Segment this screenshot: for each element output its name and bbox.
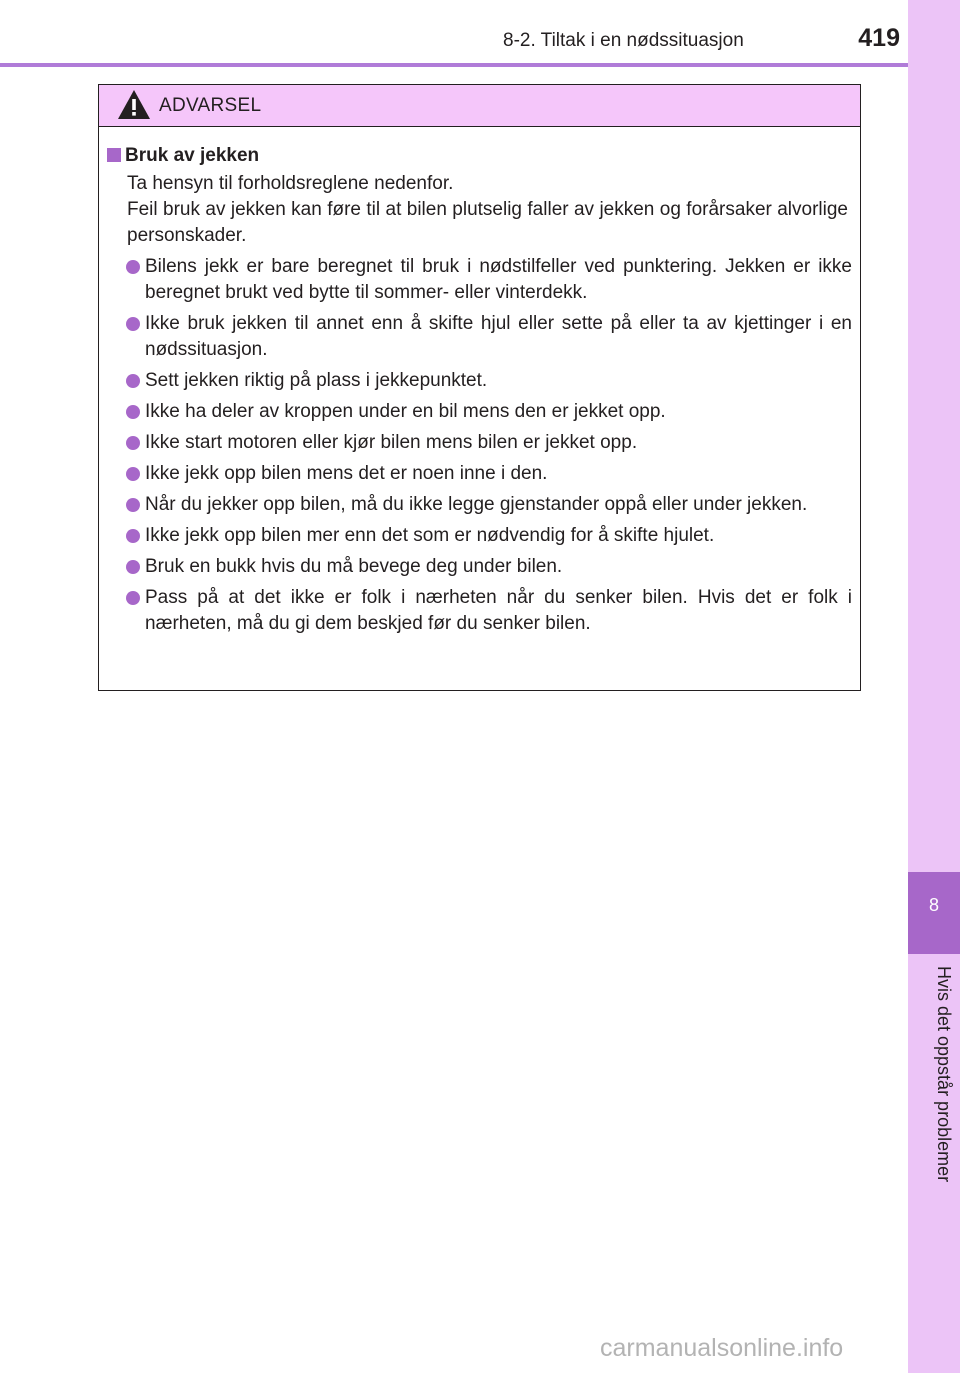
warning-header: [99, 85, 860, 127]
header-divider: [0, 63, 908, 67]
list-item-text: Når du jekker opp bilen, må du ikke legge gjenstander oppå eller under jekken.: [145, 494, 808, 515]
page-number: 419: [858, 24, 900, 52]
circle-bullet-icon: [126, 529, 140, 543]
intro-text: Ta hensyn til forholdsreglene nedenfor. Feil bruk av jekken kan føre til at bilen plutselig faller av jekken og forårsaker alvorlige personskader.: [127, 173, 848, 246]
circle-bullet-icon: [126, 591, 140, 605]
chapter-number: 8: [928, 895, 939, 915]
list-item-text: Ikke ha deler av kroppen under en bil mens den er jekket opp.: [145, 401, 666, 422]
circle-bullet-icon: [126, 467, 140, 481]
warning-triangle-icon: [117, 89, 151, 120]
warning-box: [98, 84, 861, 691]
list-item: [145, 368, 852, 394]
section-heading-text: Bruk av jekken: [125, 145, 260, 166]
section-heading: [105, 143, 860, 169]
warning-title: ADVARSEL: [159, 95, 262, 116]
circle-bullet-icon: [126, 498, 140, 512]
list-item-text: Pass på at det ikke er folk i nærheten når du senker bilen. Hvis det er folk i nærheten, må du gi dem beskjed før du senker bilen.: [145, 587, 852, 634]
precaution-list: [99, 254, 860, 637]
list-item-text: Bilens jekk er bare beregnet til bruk i nødstilfeller ved punktering. Jekken er ikke beregnet brukt ved bytte til sommer- eller vinterdekk.: [145, 256, 852, 303]
list-item: [145, 254, 852, 306]
list-item: [145, 554, 852, 580]
square-bullet-icon: [107, 148, 121, 162]
list-item: [145, 461, 852, 487]
list-item: [145, 399, 852, 425]
list-item-text: Ikke jekk opp bilen mer enn det som er nødvendig for å skifte hjulet.: [145, 525, 715, 546]
list-item-text: Bruk en bukk hvis du må bevege deg under bilen.: [145, 556, 563, 577]
circle-bullet-icon: [126, 374, 140, 388]
circle-bullet-icon: [126, 260, 140, 274]
chapter-title: Hvis det oppstår problemer: [934, 966, 954, 1183]
list-item: [145, 492, 852, 518]
list-item-text: Sett jekken riktig på plass i jekkepunktet.: [145, 370, 488, 391]
circle-bullet-icon: [126, 560, 140, 574]
circle-bullet-icon: [126, 317, 140, 331]
circle-bullet-icon: [126, 436, 140, 450]
list-item: [145, 585, 852, 637]
warning-body: [99, 143, 860, 642]
list-item: [145, 430, 852, 456]
list-item-text: Ikke bruk jekken til annet enn å skifte hjul eller sette på eller ta av kjettinger i en nødssituasjon.: [145, 313, 852, 360]
list-item: [145, 311, 852, 363]
list-item-text: Ikke start motoren eller kjør bilen mens bilen er jekket opp.: [145, 432, 638, 453]
section-title: 8-2. Tiltak i en nødssituasjon: [503, 30, 744, 51]
watermark-link[interactable]: carmanualsonline.info: [600, 1334, 844, 1362]
circle-bullet-icon: [126, 405, 140, 419]
list-item-text: Ikke jekk opp bilen mens det er noen inne i den.: [145, 463, 548, 484]
list-item: [145, 523, 852, 549]
